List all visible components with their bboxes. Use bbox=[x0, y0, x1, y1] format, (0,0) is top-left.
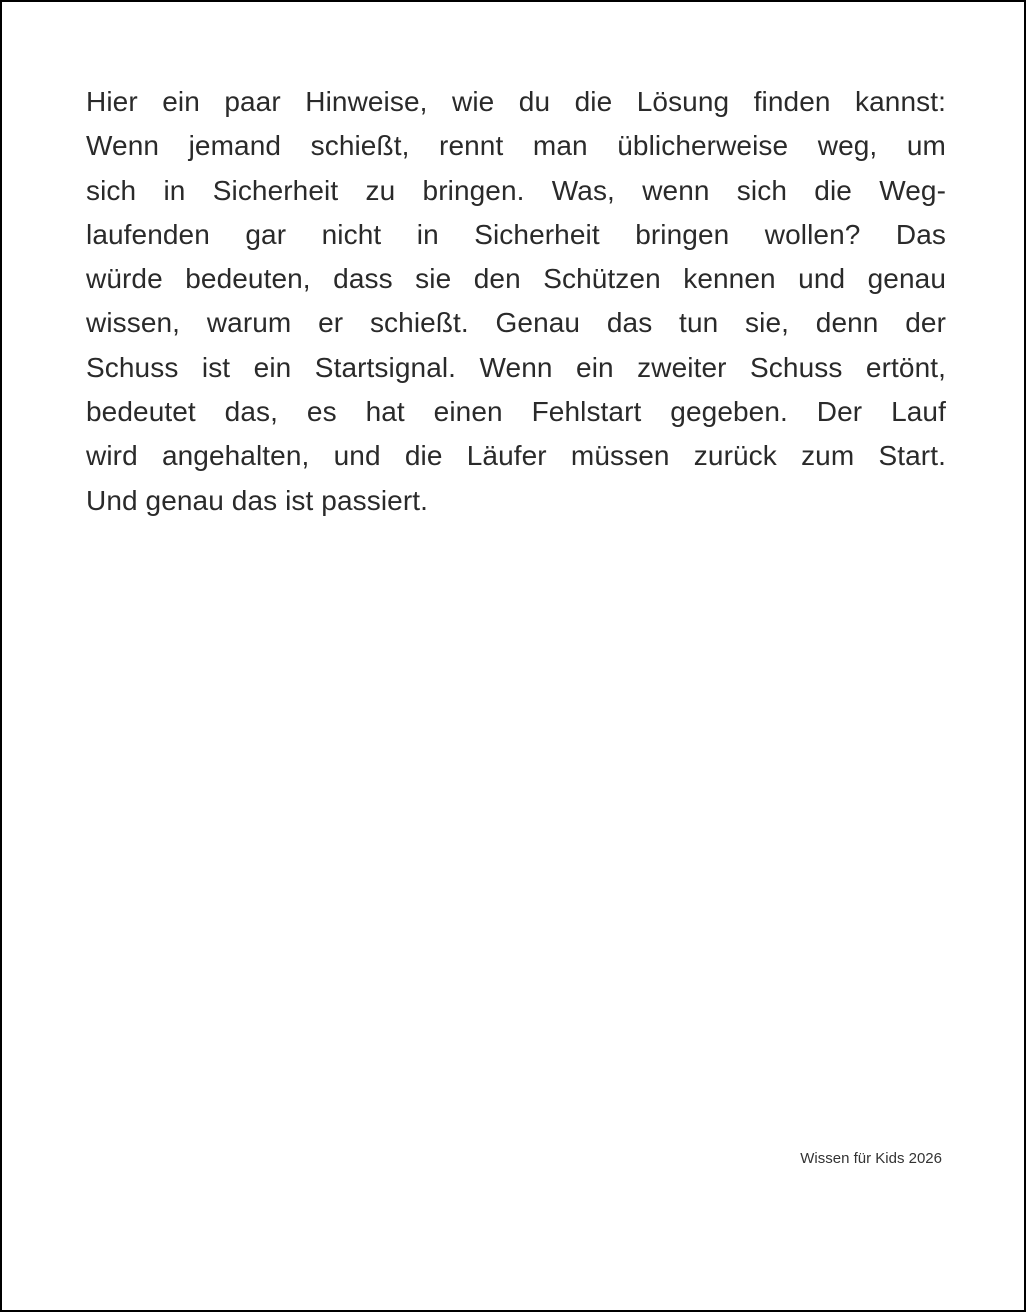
paragraph-line-last: Und genau das ist passiert. bbox=[86, 484, 429, 516]
hint-paragraph bbox=[86, 80, 946, 523]
paragraph-line: bedeutet das, es hat einen Fehlstart gegeben. Der Lauf bbox=[86, 396, 946, 428]
paragraph-line: würde bedeuten, dass sie den Schützen kennen und genau bbox=[86, 263, 946, 295]
paragraph-line: Hier ein paar Hinweise, wie du die Lösung finden kannst: bbox=[86, 86, 946, 117]
paragraph-line: Schuss ist ein Startsignal. Wenn ein zweiter Schuss ertönt, bbox=[86, 351, 946, 383]
paragraph-line: sich in Sicherheit zu bringen. Was, wenn sich die Weg- bbox=[86, 174, 946, 206]
paragraph-line: wird angehalten, und die Läufer müssen zurück zum Start. bbox=[86, 440, 946, 472]
paragraph-line: Wenn jemand schießt, rennt man üblicherweise weg, um bbox=[86, 130, 946, 162]
page-footer: Wissen für Kids 2026 bbox=[800, 1150, 942, 1167]
paragraph-line: laufenden gar nicht in Sicherheit bringen wollen? Das bbox=[86, 218, 946, 250]
paragraph-line: wissen, warum er schießt. Genau das tun sie, denn der bbox=[86, 307, 946, 339]
